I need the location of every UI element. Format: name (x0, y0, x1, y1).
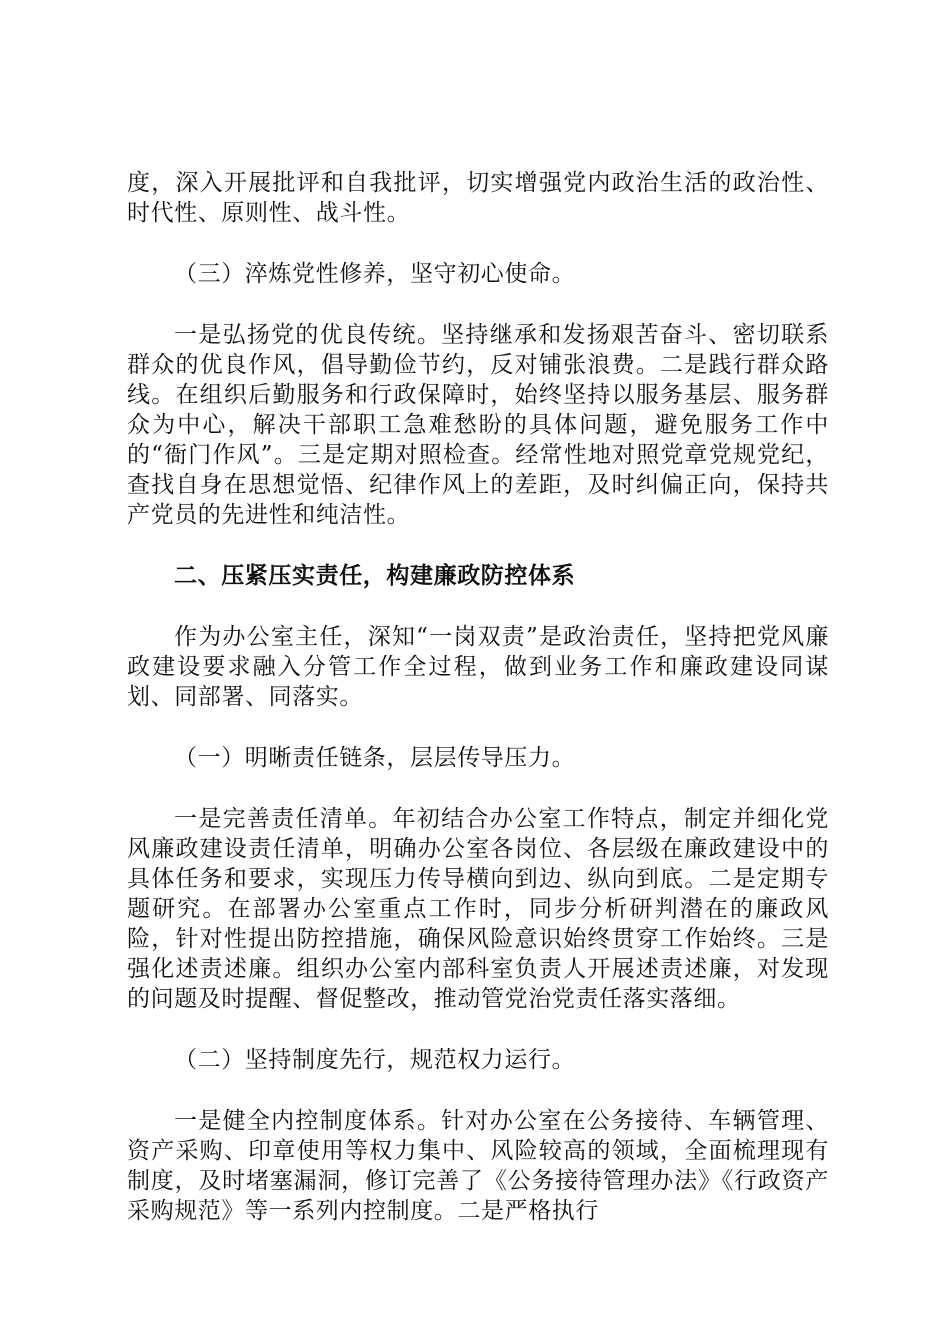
subheading-2: （二）坚持制度先行，规范权力运行。 (174, 1047, 576, 1073)
paragraph-one-post-two-duties: 作为办公室主任，深知“一岗双责”是政治责任，坚持把党风廉政建设要求融入分管工作全过程，做到业务工作和廉政建设同谋划、同部署、同落实。 (127, 624, 829, 710)
section-heading-2: 二、压紧压实责任，构建廉政防控体系 (174, 562, 576, 589)
paragraph-party-tradition: 一是弘扬党的优良传统。坚持继承和发扬艰苦奋斗、密切联系群众的优良作风，倡导勤俭节约，反对铺张浪费。二是践行群众路线。在组织后勤服务和行政保障时，始终坚持以服务基层、服务群众为中心，解决干部职工急难愁盼的具体问题，避免服务工作中的“衙门作风”。三是定期对照检查。经常性地对照党章党规党纪，查找自身在思想觉悟、纪律作风上的差距，及时纠偏正向，保持共产党员的先进性和纯洁性。 (127, 322, 829, 528)
subheading-1: （一）明晰责任链条，层层传导压力。 (174, 745, 576, 771)
subheading-3: （三）淬炼党性修养，坚守初心使命。 (174, 261, 576, 287)
paragraph-responsibility-list: 一是完善责任清单。年初结合办公室工作特点，制定并细化党风廉政建设责任清单，明确办公室各岗位、各层级在廉政建设中的具体任务和要求，实现压力传导横向到边、纵向到底。二是定期专题研究。在部署办公室重点工作时，同步分析研判潜在的廉政风险，针对性提出防控措施，确保风险意识始终贯穿工作始终。三是强化述责述廉。组织办公室内部科室负责人开展述责述廉，对发现的问题及时提醒、督促整改，推动管党治党责任落实落细。 (127, 806, 829, 1012)
paragraph-internal-control: 一是健全内控制度体系。针对办公室在公务接待、车辆管理、资产采购、印章使用等权力集中、风险较高的领域，全面梳理现有制度，及时堵塞漏洞，修订完善了《公务接待管理办法》《行政资产采购规范》等一系列内控制度。二是严格执行 (127, 1108, 829, 1224)
document-body (127, 168, 829, 1257)
paragraph-continuation: 度，深入开展批评和自我批评，切实增强党内政治生活的政治性、时代性、原则性、战斗性。 (127, 170, 829, 226)
